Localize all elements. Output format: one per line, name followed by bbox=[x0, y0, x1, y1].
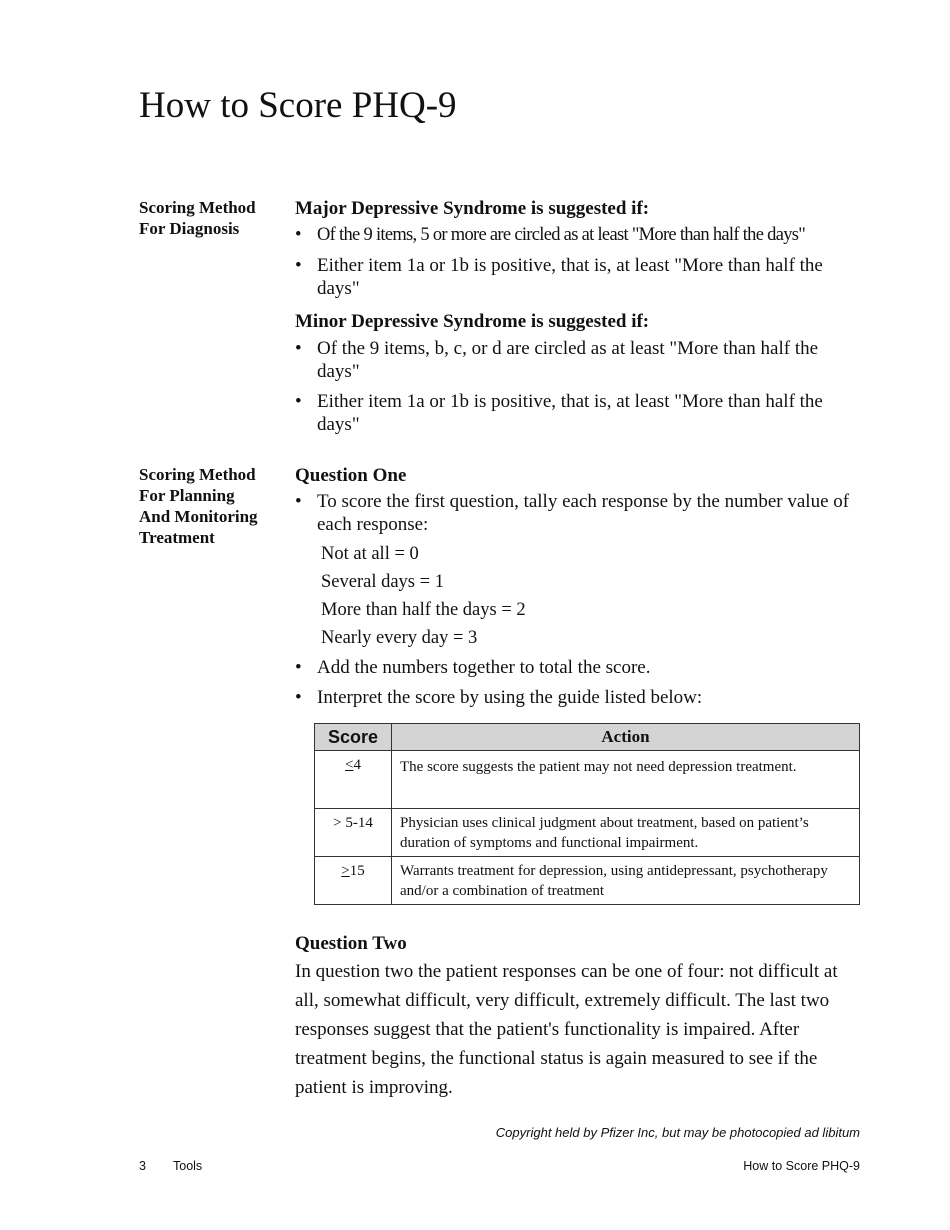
action-cell: Physician uses clinical judgment about treatment, based on patient’s duration of symptoms and functional impairment. bbox=[392, 809, 860, 857]
table-row bbox=[315, 857, 860, 905]
question-two-heading: Question Two bbox=[295, 933, 407, 954]
score-cell: > 5-14 bbox=[315, 809, 392, 857]
page-title: How to Score PHQ-9 bbox=[139, 85, 457, 126]
list-item: • Of the 9 items, 5 or more are circled as at least "More than half the days" bbox=[295, 224, 865, 247]
question-two-section bbox=[295, 933, 865, 1102]
diagnosis-section bbox=[295, 197, 865, 443]
minor-heading: Minor Depressive Syndrome is suggested if: bbox=[295, 311, 650, 332]
q1-intro-list bbox=[295, 490, 865, 536]
score-header: Score bbox=[315, 724, 392, 751]
q1-steps-list bbox=[295, 656, 865, 709]
minor-list bbox=[295, 337, 865, 436]
list-item: • Either item 1a or 1b is positive, that is, at least "More than half the days" bbox=[295, 254, 865, 300]
question-two-text: In question two the patient responses can be one of four: not difficult at all, somewhat difficult, very difficult, extremely difficult. The last two responses suggest that the patient's functionality is impaired. After treatment begins, the functional status is again measured to see if the patient is improving. bbox=[295, 961, 838, 1098]
action-header: Action bbox=[392, 724, 860, 751]
action-cell: The score suggests the patient may not need depression treatment. bbox=[392, 751, 860, 809]
score-cell: <4 bbox=[315, 751, 392, 809]
footer-section: Tools bbox=[173, 1159, 203, 1173]
major-heading: Major Depressive Syndrome is suggested if: bbox=[295, 198, 650, 219]
score-table bbox=[314, 723, 860, 905]
question-one-heading: Question One bbox=[295, 465, 407, 486]
copyright-notice: Copyright held by Pfizer Inc, but may be photocopied ad libitum bbox=[495, 1125, 860, 1140]
question-one-section bbox=[295, 464, 865, 716]
table-row bbox=[315, 751, 860, 809]
response-values: Not at all = 0 Several days = 1 More than half the days = 2 Nearly every day = 3 bbox=[321, 544, 526, 648]
score-cell: >15 bbox=[315, 857, 392, 905]
planning-side-label: Scoring Method For Planning And Monitoring Treatment bbox=[139, 465, 258, 547]
list-item: • To score the first question, tally each response by the number value of each response: bbox=[295, 490, 865, 536]
list-item: • Add the numbers together to total the score. bbox=[295, 656, 865, 679]
major-list bbox=[295, 224, 865, 300]
table-row bbox=[315, 809, 860, 857]
action-cell: Warrants treatment for depression, using antidepressant, psychotherapy and/or a combination of treatment bbox=[392, 857, 860, 905]
list-item: • Either item 1a or 1b is positive, that is, at least "More than half the days" bbox=[295, 390, 865, 436]
diagnosis-side-label: Scoring Method For Diagnosis bbox=[139, 198, 256, 238]
table-header-row bbox=[315, 724, 860, 751]
footer-page-number: 3 bbox=[139, 1159, 146, 1173]
list-item: • Interpret the score by using the guide listed below: bbox=[295, 686, 865, 709]
footer-doc-title: How to Score PHQ-9 bbox=[743, 1159, 860, 1173]
list-item: • Of the 9 items, b, c, or d are circled as at least "More than half the days" bbox=[295, 337, 865, 383]
